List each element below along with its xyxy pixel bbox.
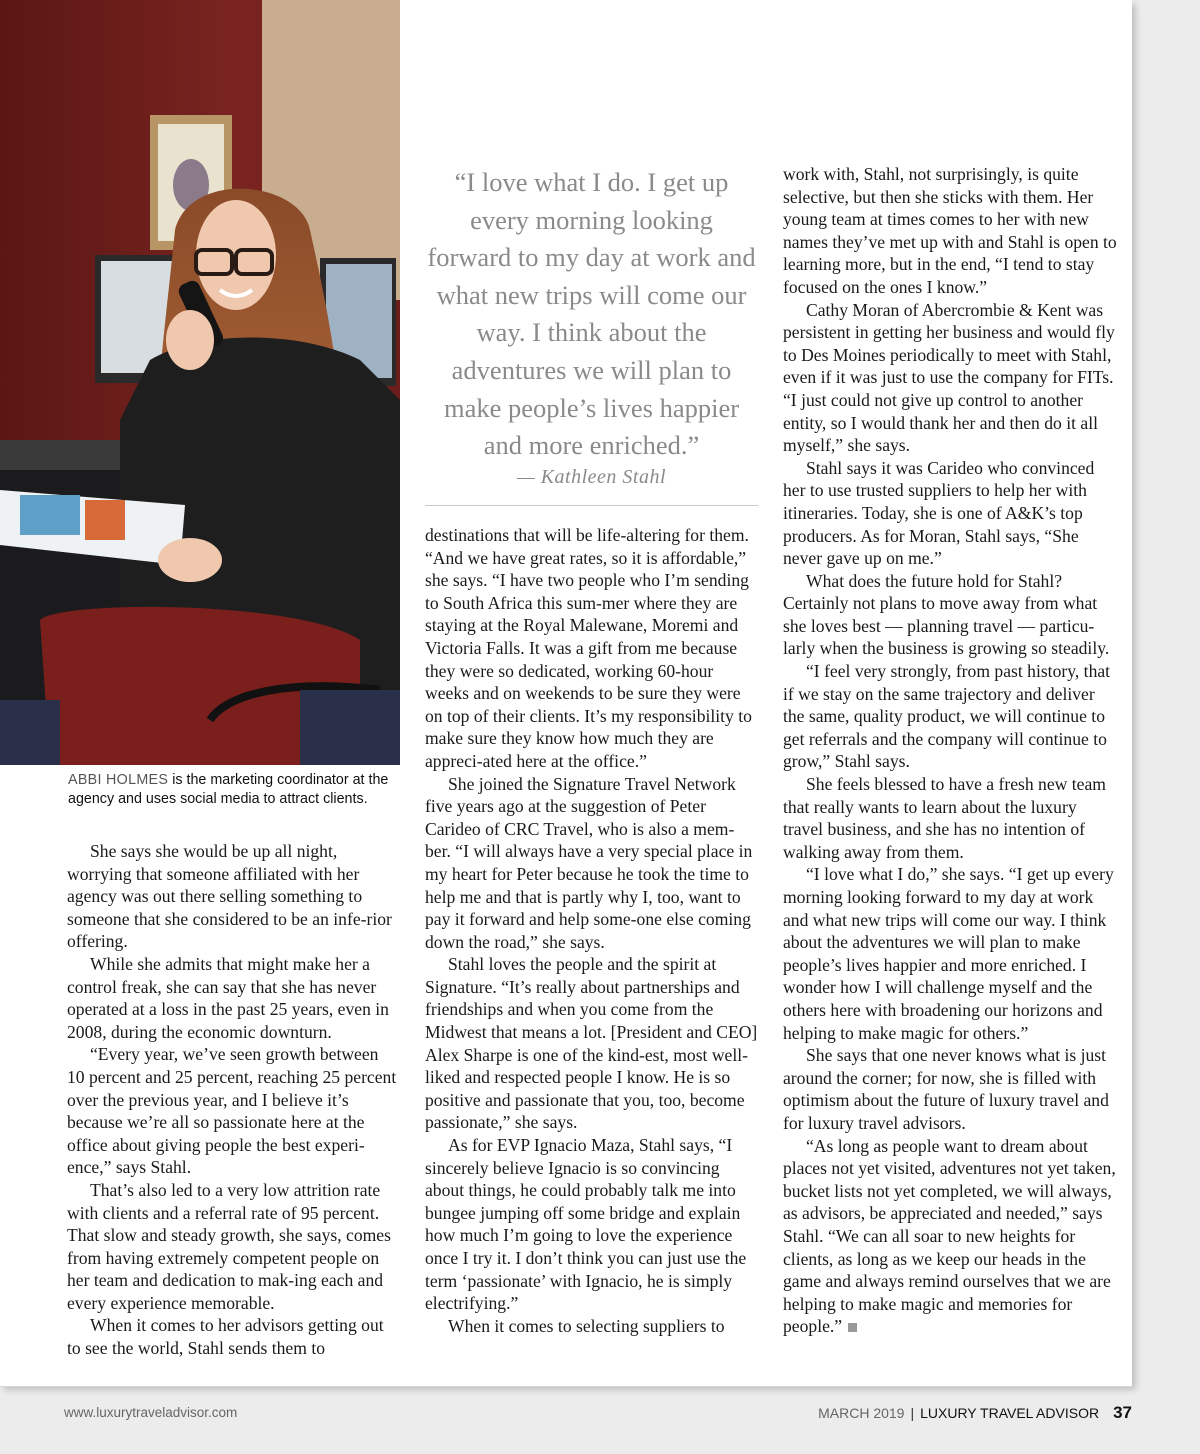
paragraph: Stahl loves the people and the spirit at Signature. “It’s really about partnerships and friendships and when you come from the Midwest that means a lot. [President and CEO] Alex Sharpe is one of the kind-est, most well-liked and respected people I know. He is so positive and passionate that you, too, become passionate,” she says. — [425, 954, 758, 1133]
paragraph: She feels blessed to have a fresh new team that really wants to learn about the luxury travel business, and she has no intention of walking away from them. — [783, 774, 1106, 862]
paragraph: As for EVP Ignacio Maza, Stahl says, “I sincerely believe Ignacio is so convincing about things, he could probably talk me into bungee jumping off some bridge and explain how much I’m going to love the experience once I try it. I don’t think you can just use the term ‘passionate’ with Ignacio, he is simply electrifying.” — [425, 1135, 747, 1314]
caption-text: is the marketing coordinator at the agency and uses social media to attract clients. — [68, 772, 389, 807]
paragraph: “I feel very strongly, from past history, that if we stay on the same trajectory and deliver the same, quality product, we will continue to get referrals and the company will continue to grow,” Stahl says. — [783, 661, 1111, 772]
footer-website-url: www.luxurytraveladvisor.com — [64, 1405, 238, 1420]
photo-caption — [68, 771, 398, 808]
footer-divider — [0, 1386, 1132, 1387]
end-mark-icon — [848, 1323, 857, 1332]
caption-name: ABBI HOLMES — [68, 772, 169, 788]
paragraph: destinations that will be life-altering for them. “And we have great rates, so it is affordable,” she says. “I have two people who I’m sending to South Africa this sum-mer where they are staying at the Royal Malewane, Moremi and Victoria Falls. It was a gift from me because they were so dedicated, working 60-hour weeks and on weekends to be sure they were on top of their clients. It’s my responsibility to make sure they know how much they are appreci-ated here at the office.” — [425, 525, 752, 771]
paragraph: What does the future hold for Stahl? Certainly not plans to move away from what she loves best — planning travel — particu-larly when the business is growing so steadily. — [783, 570, 1110, 659]
article-photo — [0, 0, 400, 765]
paragraph: When it comes to selecting suppliers to — [448, 1315, 725, 1336]
pull-quote: “I love what I do. I get up every morning looking forward to my day at work and what new trips will come our way. I think about the adventures we will plan to make people’s lives happier and more enriched.” — [427, 167, 756, 461]
paragraph: Stahl says it was Carideo who convinced her to use trusted suppliers to help her with itineraries. Today, she is one of A&K’s top producers. As for Moran, Stahl says, “She never gave up on me.” — [783, 457, 1095, 569]
paragraph: Cathy Moran of Abercrombie & Kent was persistent in getting her business and would fly to Des Moines periodically to meet with Stahl, even if it was just to use the company for FITs. “I just could not give up control to another entity, so I would thank her and then do it all myself,” she says. — [783, 299, 1115, 456]
paragraph-last — [783, 1135, 1119, 1338]
photo-woman-on-phone — [0, 0, 400, 765]
paragraph: While she admits that might make her a control freak, she can say that she has never operated at a loss in the past 25 years, even in 2008, during the economic downturn. — [67, 953, 389, 1042]
page-number: 37 — [1113, 1403, 1132, 1422]
footer-issue-date: MARCH 2019 — [818, 1405, 905, 1421]
paragraph: She says she would be up all night, worrying that someone affiliated with her agency was out there selling something to someone that she considered to be an infe-rior offering. — [67, 841, 392, 952]
paragraph: work with, Stahl, not surprisingly, is quite selective, but then she sticks with them. Her young team at times comes to her with new names they’ve met up with and Stahl is open to learning more, but in the end, “I tend to stay focused on the ones I know.” — [783, 164, 1117, 297]
paragraph: “Every year, we’ve seen growth between 10 percent and 25 percent, reaching 25 percent over the previous year, and I believe it’s because we’re all so passionate here at the office about giving people the best experi-ence,” says Stahl. — [67, 1044, 397, 1178]
article-column-1 — [67, 840, 400, 1360]
paragraph: “I love what I do,” she says. “I get up every morning looking forward to my day at work and what new trips will come our way. I think about the adventures we will plan to make people’s lives happier and more enriched. I wonder how I will challenge myself and the others here with broadening our horizons and helping to make magic for others.” — [783, 864, 1114, 1043]
footer-separator: | — [910, 1405, 915, 1421]
footer-folio — [818, 1403, 1132, 1423]
article-column-3 — [783, 163, 1119, 1338]
pull-quote-attribution: — Kathleen Stahl — [516, 466, 667, 488]
article-column-2 — [425, 524, 758, 1337]
paragraph-text: “As long as people want to dream about places not yet visited, adventures not yet taken, bucket lists not yet completed, we will always, as advisors, be appreciated and needed,” says Stahl. “We can all soar to new heights for clients, as long as we keep our heads in the game and always remind ourselves that we are helping to make magic and memories for people.” — [783, 1135, 1116, 1337]
paragraph: When it comes to her advisors getting out to see the world, Stahl sends them to — [67, 1315, 384, 1359]
paragraph: She joined the Signature Travel Network five years ago at the suggestion of Peter Carideo of CRC Travel, who is also a mem-ber. “I will always have a very special place in my heart for Peter because he took the time to help me and that is partly why I, too, want to pay it forward and help some-one else coming down the road,” she says. — [425, 773, 753, 952]
paragraph: She says that one never knows what is just around the corner; for now, she is filled with optimism about the future of luxury travel and for luxury travel advisors. — [783, 1045, 1109, 1133]
footer-magazine-name: LUXURY TRAVEL ADVISOR — [920, 1405, 1100, 1421]
pull-quote-divider — [425, 505, 758, 506]
paragraph: That’s also led to a very low attrition rate with clients and a referral rate of 95 percent. That slow and steady growth, she says, comes from having extremely competent people on her team and dedication to mak-ing each and every experience memorable. — [67, 1179, 391, 1313]
